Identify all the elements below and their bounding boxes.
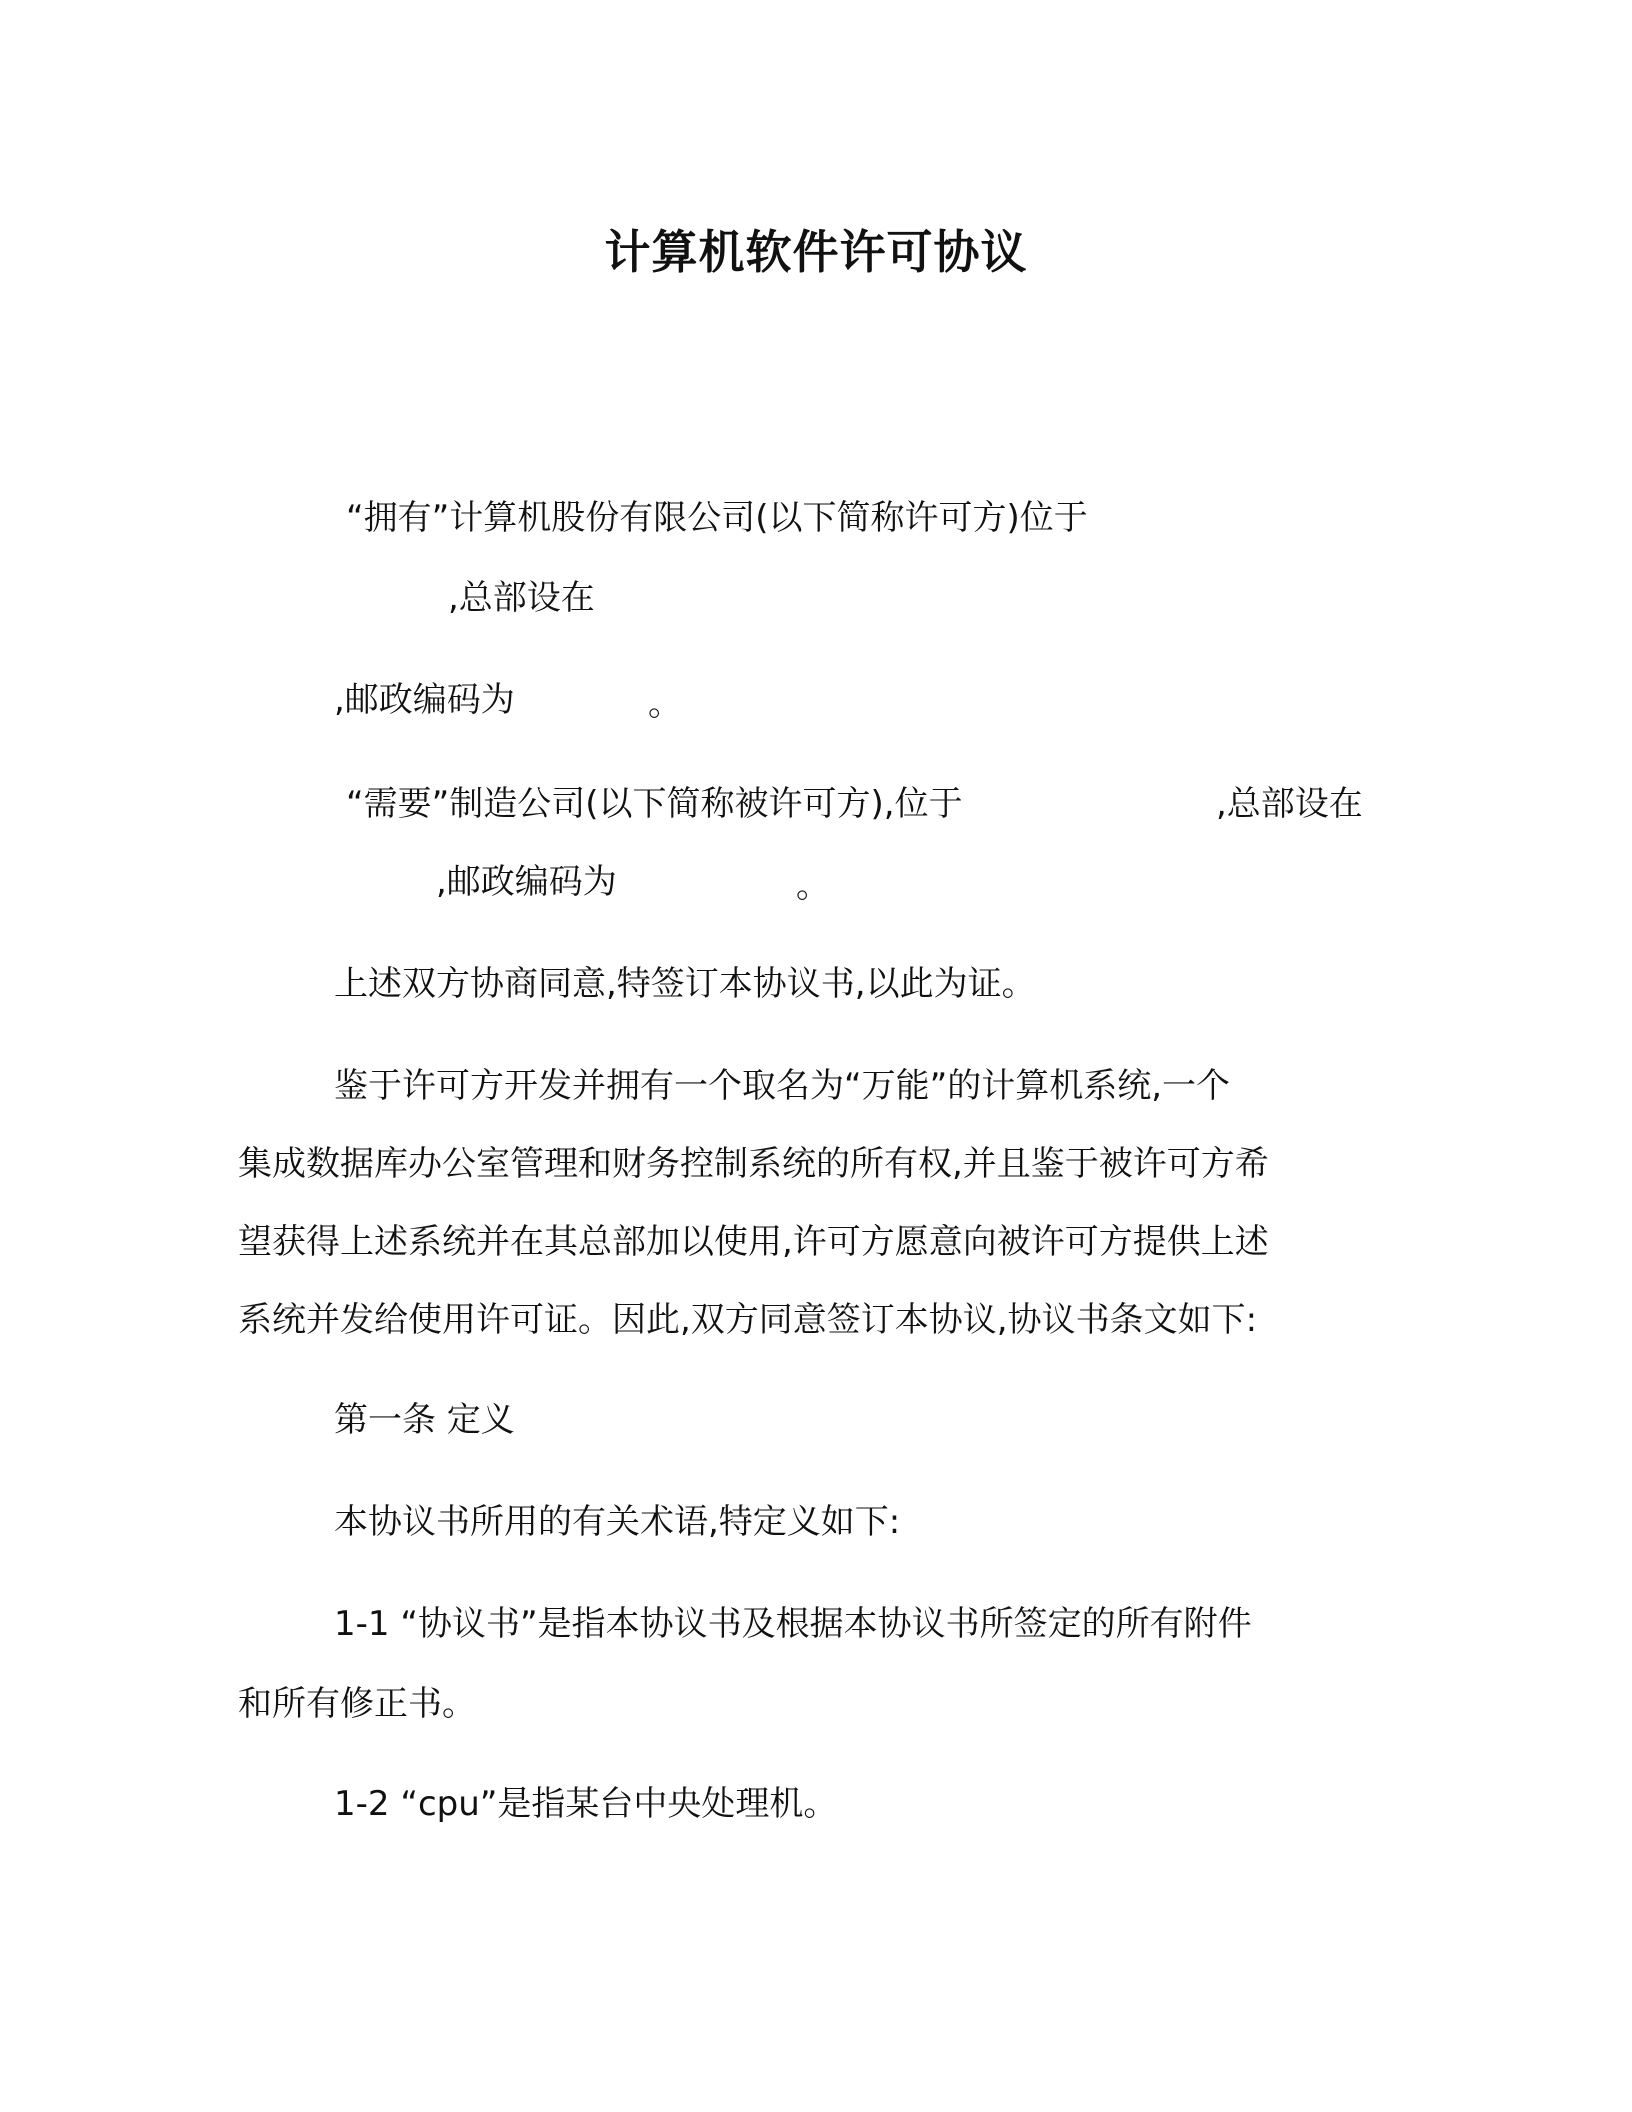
paragraph-whereas-line-3: 望获得上述系统并在其总部加以使用,许可方愿意向被许可方提供上述 xyxy=(238,1222,1269,1262)
paragraph-licensee-end-mark: 。 xyxy=(796,866,830,906)
article-1-heading: 第一条 定义 xyxy=(334,1400,515,1440)
clause-1-2: 1-2 “cpu”是指某台中央处理机。 xyxy=(334,1784,838,1824)
paragraph-whereas-line-1: 鉴于许可方开发并拥有一个取名为“万能”的计算机系统,一个 xyxy=(334,1066,1231,1106)
clause-1-1-line-2: 和所有修正书。 xyxy=(238,1684,476,1724)
paragraph-whereas-line-4: 系统并发给使用许可证。因此,双方同意签订本协议,协议书条文如下: xyxy=(238,1300,1258,1340)
paragraph-licensee-line-1: “需要”制造公司(以下简称被许可方),位于 xyxy=(346,784,963,824)
paragraph-licensee-hq: ,总部设在 xyxy=(1216,784,1363,824)
paragraph-agreement-statement: 上述双方协商同意,特签订本协议书,以此为证。 xyxy=(334,964,1036,1004)
paragraph-whereas-line-2: 集成数据库办公室管理和财务控制系统的所有权,并且鉴于被许可方希 xyxy=(238,1144,1269,1184)
document-title: 计算机软件许可协议 xyxy=(604,225,1028,279)
paragraph-licensor-line-1: “拥有”计算机股份有限公司(以下简称许可方)位于 xyxy=(346,498,1088,538)
paragraph-licensor-hq: ,总部设在 xyxy=(448,578,595,618)
paragraph-licensor-postcode: ,邮政编码为 xyxy=(334,680,515,720)
paragraph-licensor-end-mark: 。 xyxy=(648,684,682,724)
paragraph-definitions-intro: 本协议书所用的有关术语,特定义如下: xyxy=(334,1502,901,1542)
paragraph-licensee-postcode: ,邮政编码为 xyxy=(436,862,617,902)
clause-1-1-line-1: 1-1 “协议书”是指本协议书及根据本协议书所签定的所有附件 xyxy=(334,1604,1252,1644)
